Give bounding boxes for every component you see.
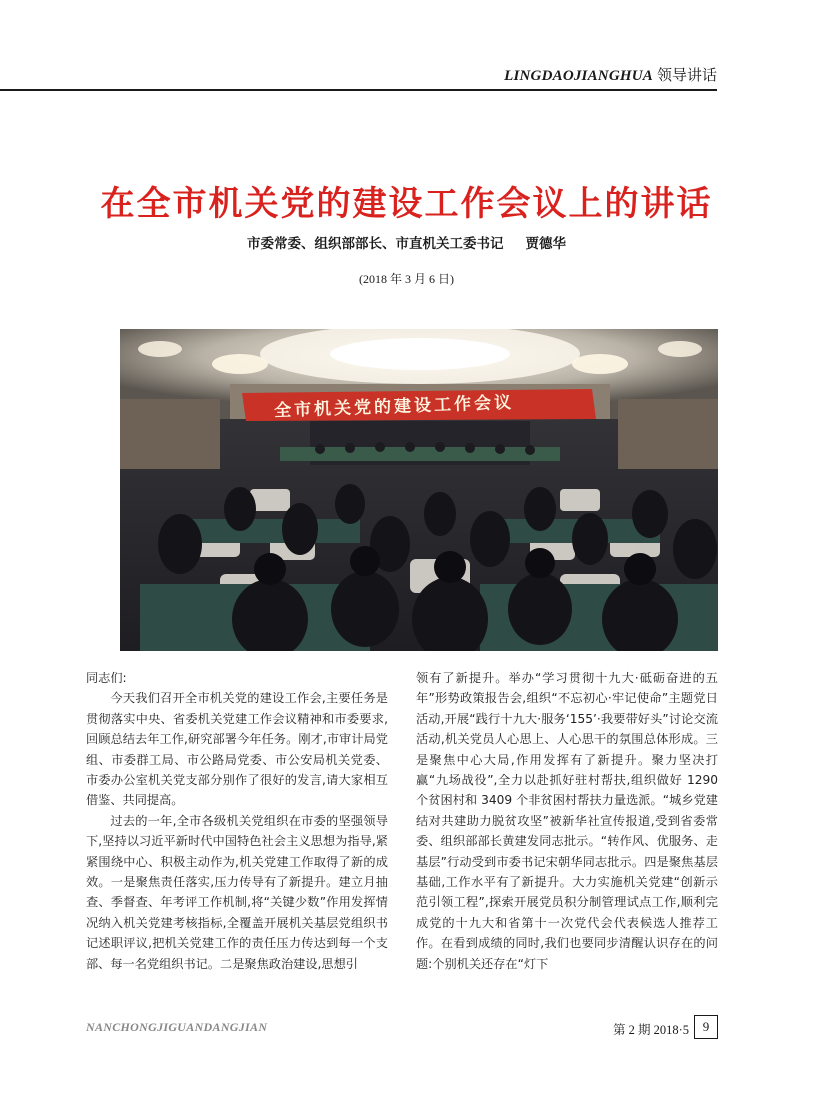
byline-name: 贾德华 xyxy=(525,236,566,252)
paragraph: 领有了新提升。举办“学习贯彻十九大·砥砺奋进的五年”形势政策报告会,组织“不忘初心·牢记使命”主题党日活动,开展“践行十九大·服务‘155’·我要带好头”讨论交流活动,机关党员人心思上、人心思干的氛围总体形成。三是聚焦中心大局,作用发挥有了新提升。聚力坚决打赢“九场战役”,全力以赴抓好驻村帮扶,组织做好 1290 个贫困村和 3409 个非贫困村帮扶力量选派。“城乡党建结对共建助力脱贫攻坚”被新华社宣传报道,受到省委常委、组织部部长黄建发同志批示。“转作风、优服务、走基层”行动受到市委书记宋朝华同志批示。四是聚焦基层基础,工作水平有了新提升。大力实施机关党建“创新示范引领工程”,探索开展党员积分制管理试点工作,顺利完成党的十九大和省第十一次党代会代表候选人推荐工作。在看到成绩的同时,我们也要同步清醒认识存在的问题:个别机关还存在“灯下 xyxy=(416,671,718,971)
meeting-photo xyxy=(120,329,718,651)
article-body-left xyxy=(86,668,388,974)
issue-info: 第 2 期 2018·5 xyxy=(612,1023,689,1037)
photo-banner: 全市机关党的建设工作会议 xyxy=(273,392,515,422)
header-rule xyxy=(0,89,717,91)
article-body-right xyxy=(416,668,718,974)
byline xyxy=(0,232,813,252)
byline-role: 市委常委、组织部部长、市直机关工委书记 xyxy=(247,236,504,252)
page-number: 9 xyxy=(694,1015,718,1039)
paragraph: 同志们: xyxy=(86,671,127,685)
section-header xyxy=(504,64,717,85)
paragraph: 今天我们召开全市机关党的建设工作会,主要任务是贯彻落实中央、省委机关党建工作会议精神和市委要求,回顾总结去年工作,研究部署今年任务。刚才,市审计局党组、市委群工局、市公路局党委、市公安局机关党委、市委办公室机关党支部分别作了很好的发言,请大家相互借鉴、共同提高。 xyxy=(86,691,388,808)
journal-name: NANCHONGJIGUANDANGJIAN xyxy=(86,1020,268,1034)
speech-date: (2018 年 3 月 6 日) xyxy=(359,272,454,286)
article-title: 在全市机关党的建设工作会议上的讲话 xyxy=(100,184,713,224)
section-zh: 领导讲话 xyxy=(656,66,717,84)
paragraph: 过去的一年,全市各级机关党组织在市委的坚强领导下,坚持以习近平新时代中国特色社会主义思想为指导,紧紧围绕中心、积极主动作为,机关党建工作取得了新的成效。一是聚焦责任落实,压力传导有了新提升。建立月抽查、季督查、年考评工作机制,将“关键少数”作用发挥情况纳入机关党建考核指标,全覆盖开展机关基层党组织书记述职评议,把机关党建工作的责任压力传达到每一个支部、每一名党组织书记。二是聚焦政治建设,思想引 xyxy=(86,813,388,971)
section-latin: LINGDAOJIANGHUA xyxy=(504,68,653,84)
